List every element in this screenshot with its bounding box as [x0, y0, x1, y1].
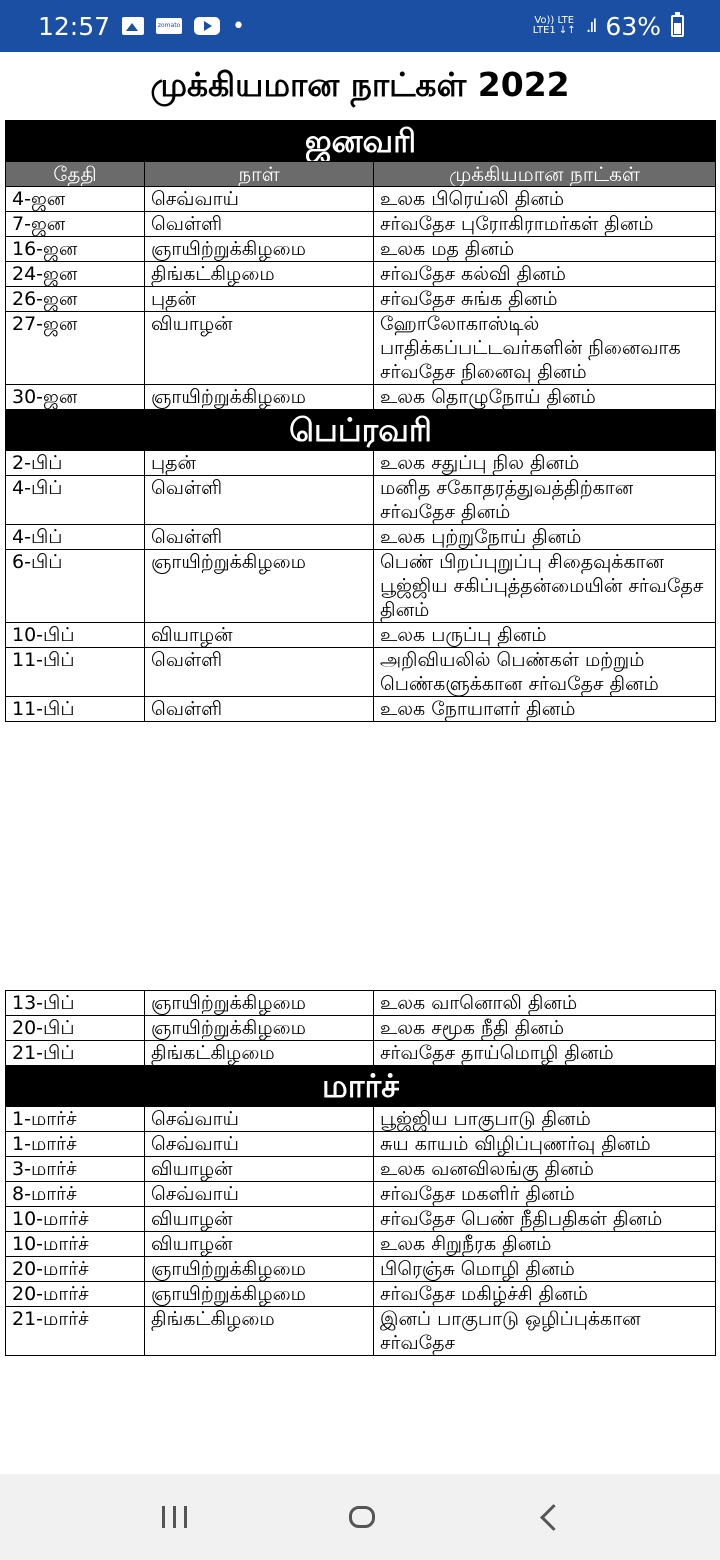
- date-cell: 6-பிப்: [6, 550, 145, 623]
- date-cell: 1-மார்ச்: [6, 1132, 145, 1157]
- date-cell: 3-மார்ச்: [6, 1157, 145, 1182]
- column-header-day: நாள்: [145, 162, 374, 187]
- column-header-date: தேதி: [6, 162, 145, 187]
- table-row: [6, 525, 716, 550]
- day-cell: வெள்ளி: [145, 212, 374, 237]
- recents-icon: [162, 1506, 187, 1528]
- table-row: [6, 312, 716, 385]
- event-cell: உலக மத தினம்: [374, 237, 716, 262]
- column-header-row: [6, 162, 716, 187]
- battery-icon: [671, 15, 684, 37]
- day-cell: புதன்: [145, 287, 374, 312]
- event-cell: உலக நோயாளர் தினம்: [374, 697, 716, 722]
- gallery-icon: [122, 17, 144, 35]
- date-cell: 16-ஜன: [6, 237, 145, 262]
- event-cell: உலக பருப்பு தினம்: [374, 623, 716, 648]
- signal-icon: .ıl: [585, 15, 596, 37]
- table-row: [6, 1257, 716, 1282]
- date-cell: 4-ஜன: [6, 187, 145, 212]
- date-cell: 20-மார்ச்: [6, 1282, 145, 1307]
- day-cell: செவ்வாய்: [145, 1132, 374, 1157]
- table-row: [6, 648, 716, 697]
- date-cell: 21-மார்ச்: [6, 1307, 145, 1356]
- important-days-table-continued: [5, 990, 716, 1356]
- table-row: [6, 1016, 716, 1041]
- status-time: 12:57: [38, 11, 111, 41]
- event-cell: உலக சமூக நீதி தினம்: [374, 1016, 716, 1041]
- table-row: [6, 1282, 716, 1307]
- table-row: [6, 385, 716, 410]
- home-icon: [349, 1506, 375, 1528]
- status-bar: [0, 0, 720, 52]
- table-row: [6, 187, 716, 212]
- day-cell: திங்கட்கிழமை: [145, 1041, 374, 1066]
- day-cell: வியாழன்: [145, 1232, 374, 1257]
- event-cell: சர்வதேச மகளிர் தினம்: [374, 1182, 716, 1207]
- table-row: [6, 1307, 716, 1356]
- navigation-bar: [0, 1474, 720, 1560]
- date-cell: 4-பிப்: [6, 525, 145, 550]
- date-cell: 10-மார்ச்: [6, 1207, 145, 1232]
- event-cell: பூஜ்ஜிய பாகுபாடு தினம்: [374, 1107, 716, 1132]
- event-cell: பிரெஞ்சு மொழி தினம்: [374, 1257, 716, 1282]
- day-cell: வெள்ளி: [145, 697, 374, 722]
- network-indicator: Vo)) LTE LTE1 ↓↑: [532, 15, 576, 36]
- date-cell: 4-பிப்: [6, 476, 145, 525]
- event-cell: உலக வனவிலங்கு தினம்: [374, 1157, 716, 1182]
- column-header-event: முக்கியமான நாட்கள்: [374, 162, 716, 187]
- day-cell: வெள்ளி: [145, 525, 374, 550]
- event-cell: பெண் பிறப்புறுப்பு சிதைவுக்கான பூஜ்ஜிய சகிப்புத்தன்மையின் சர்வதேச தினம்: [374, 550, 716, 623]
- event-cell: உலக சிறுநீரக தினம்: [374, 1232, 716, 1257]
- table-row: [6, 1232, 716, 1257]
- table-row: [6, 1182, 716, 1207]
- event-cell: சர்வதேச சுங்க தினம்: [374, 287, 716, 312]
- day-cell: வியாழன்: [145, 312, 374, 385]
- event-cell: அறிவியலில் பெண்கள் மற்றும் பெண்களுக்கான சர்வதேச தினம்: [374, 648, 716, 697]
- table-row: [6, 212, 716, 237]
- day-cell: புதன்: [145, 451, 374, 476]
- day-cell: ஞாயிற்றுக்கிழமை: [145, 550, 374, 623]
- table-row: [6, 1207, 716, 1232]
- zomato-icon: zomato: [156, 18, 182, 34]
- date-cell: 2-பிப்: [6, 451, 145, 476]
- day-cell: ஞாயிற்றுக்கிழமை: [145, 237, 374, 262]
- battery-percent: 63%: [605, 11, 661, 41]
- event-cell: சர்வதேச தாய்மொழி தினம்: [374, 1041, 716, 1066]
- date-cell: 20-பிப்: [6, 1016, 145, 1041]
- important-days-table: [5, 120, 716, 722]
- home-button[interactable]: [302, 1474, 422, 1560]
- day-cell: திங்கட்கிழமை: [145, 262, 374, 287]
- date-cell: 10-மார்ச்: [6, 1232, 145, 1257]
- table-row: [6, 1107, 716, 1132]
- date-cell: 20-மார்ச்: [6, 1257, 145, 1282]
- date-cell: 7-ஜன: [6, 212, 145, 237]
- day-cell: ஞாயிற்றுக்கிழமை: [145, 1257, 374, 1282]
- event-cell: சர்வதேச பெண் நீதிபதிகள் தினம்: [374, 1207, 716, 1232]
- event-cell: மனித சகோதரத்துவத்திற்கான சர்வதேச தினம்: [374, 476, 716, 525]
- event-cell: உலக சதுப்பு நில தினம்: [374, 451, 716, 476]
- day-cell: ஞாயிற்றுக்கிழமை: [145, 991, 374, 1016]
- day-cell: ஞாயிற்றுக்கிழமை: [145, 1016, 374, 1041]
- table-row: [6, 550, 716, 623]
- table-row: [6, 991, 716, 1016]
- month-title: மார்ச்: [6, 1066, 716, 1107]
- event-cell: உலக பிரெய்லி தினம்: [374, 187, 716, 212]
- event-cell: உலக புற்றுநோய் தினம்: [374, 525, 716, 550]
- recents-button[interactable]: [114, 1474, 234, 1560]
- day-cell: வியாழன்: [145, 1207, 374, 1232]
- day-cell: வியாழன்: [145, 623, 374, 648]
- event-cell: ஹோலோகாஸ்டில் பாதிக்கப்பட்டவர்களின் நினைவாக சர்வதேச நினைவு தினம்: [374, 312, 716, 385]
- date-cell: 21-பிப்: [6, 1041, 145, 1066]
- day-cell: வெள்ளி: [145, 476, 374, 525]
- back-button[interactable]: [490, 1474, 610, 1560]
- day-cell: செவ்வாய்: [145, 187, 374, 212]
- date-cell: 1-மார்ச்: [6, 1107, 145, 1132]
- event-cell: உலக தொழுநோய் தினம்: [374, 385, 716, 410]
- date-cell: 8-மார்ச்: [6, 1182, 145, 1207]
- page-title: முக்கியமான நாட்கள் 2022: [150, 65, 570, 104]
- table-row: [6, 1041, 716, 1066]
- date-cell: 11-பிப்: [6, 697, 145, 722]
- table-row: [6, 237, 716, 262]
- month-header-row: [6, 1066, 716, 1107]
- table-row: [6, 697, 716, 722]
- event-cell: சர்வதேச புரோகிராமர்கள் தினம்: [374, 212, 716, 237]
- date-cell: 13-பிப்: [6, 991, 145, 1016]
- month-title: பெப்ரவரி: [6, 410, 716, 451]
- day-cell: திங்கட்கிழமை: [145, 1307, 374, 1356]
- date-cell: 24-ஜன: [6, 262, 145, 287]
- day-cell: செவ்வாய்: [145, 1182, 374, 1207]
- notification-dot-icon: •: [232, 13, 246, 39]
- event-cell: இனப் பாகுபாடு ஒழிப்புக்கான சர்வதேச: [374, 1307, 716, 1356]
- month-title: ஜனவரி: [6, 121, 716, 162]
- date-cell: 26-ஜன: [6, 287, 145, 312]
- back-icon: [540, 1504, 567, 1531]
- table-row: [6, 1132, 716, 1157]
- event-cell: சர்வதேச மகிழ்ச்சி தினம்: [374, 1282, 716, 1307]
- date-cell: 10-பிப்: [6, 623, 145, 648]
- table-row: [6, 287, 716, 312]
- day-cell: ஞாயிற்றுக்கிழமை: [145, 385, 374, 410]
- table-row: [6, 623, 716, 648]
- youtube-icon: [194, 17, 220, 35]
- day-cell: செவ்வாய்: [145, 1107, 374, 1132]
- table-row: [6, 476, 716, 525]
- date-cell: 11-பிப்: [6, 648, 145, 697]
- month-header-row: [6, 121, 716, 162]
- date-cell: 30-ஜன: [6, 385, 145, 410]
- table-row: [6, 1157, 716, 1182]
- day-cell: வியாழன்: [145, 1157, 374, 1182]
- table-row: [6, 451, 716, 476]
- table-row: [6, 262, 716, 287]
- event-cell: சுய காயம் விழிப்புணர்வு தினம்: [374, 1132, 716, 1157]
- event-cell: உலக வானொலி தினம்: [374, 991, 716, 1016]
- event-cell: சர்வதேச கல்வி தினம்: [374, 262, 716, 287]
- page-break: [0, 956, 720, 990]
- date-cell: 27-ஜன: [6, 312, 145, 385]
- day-cell: வெள்ளி: [145, 648, 374, 697]
- month-header-row: [6, 410, 716, 451]
- day-cell: ஞாயிற்றுக்கிழமை: [145, 1282, 374, 1307]
